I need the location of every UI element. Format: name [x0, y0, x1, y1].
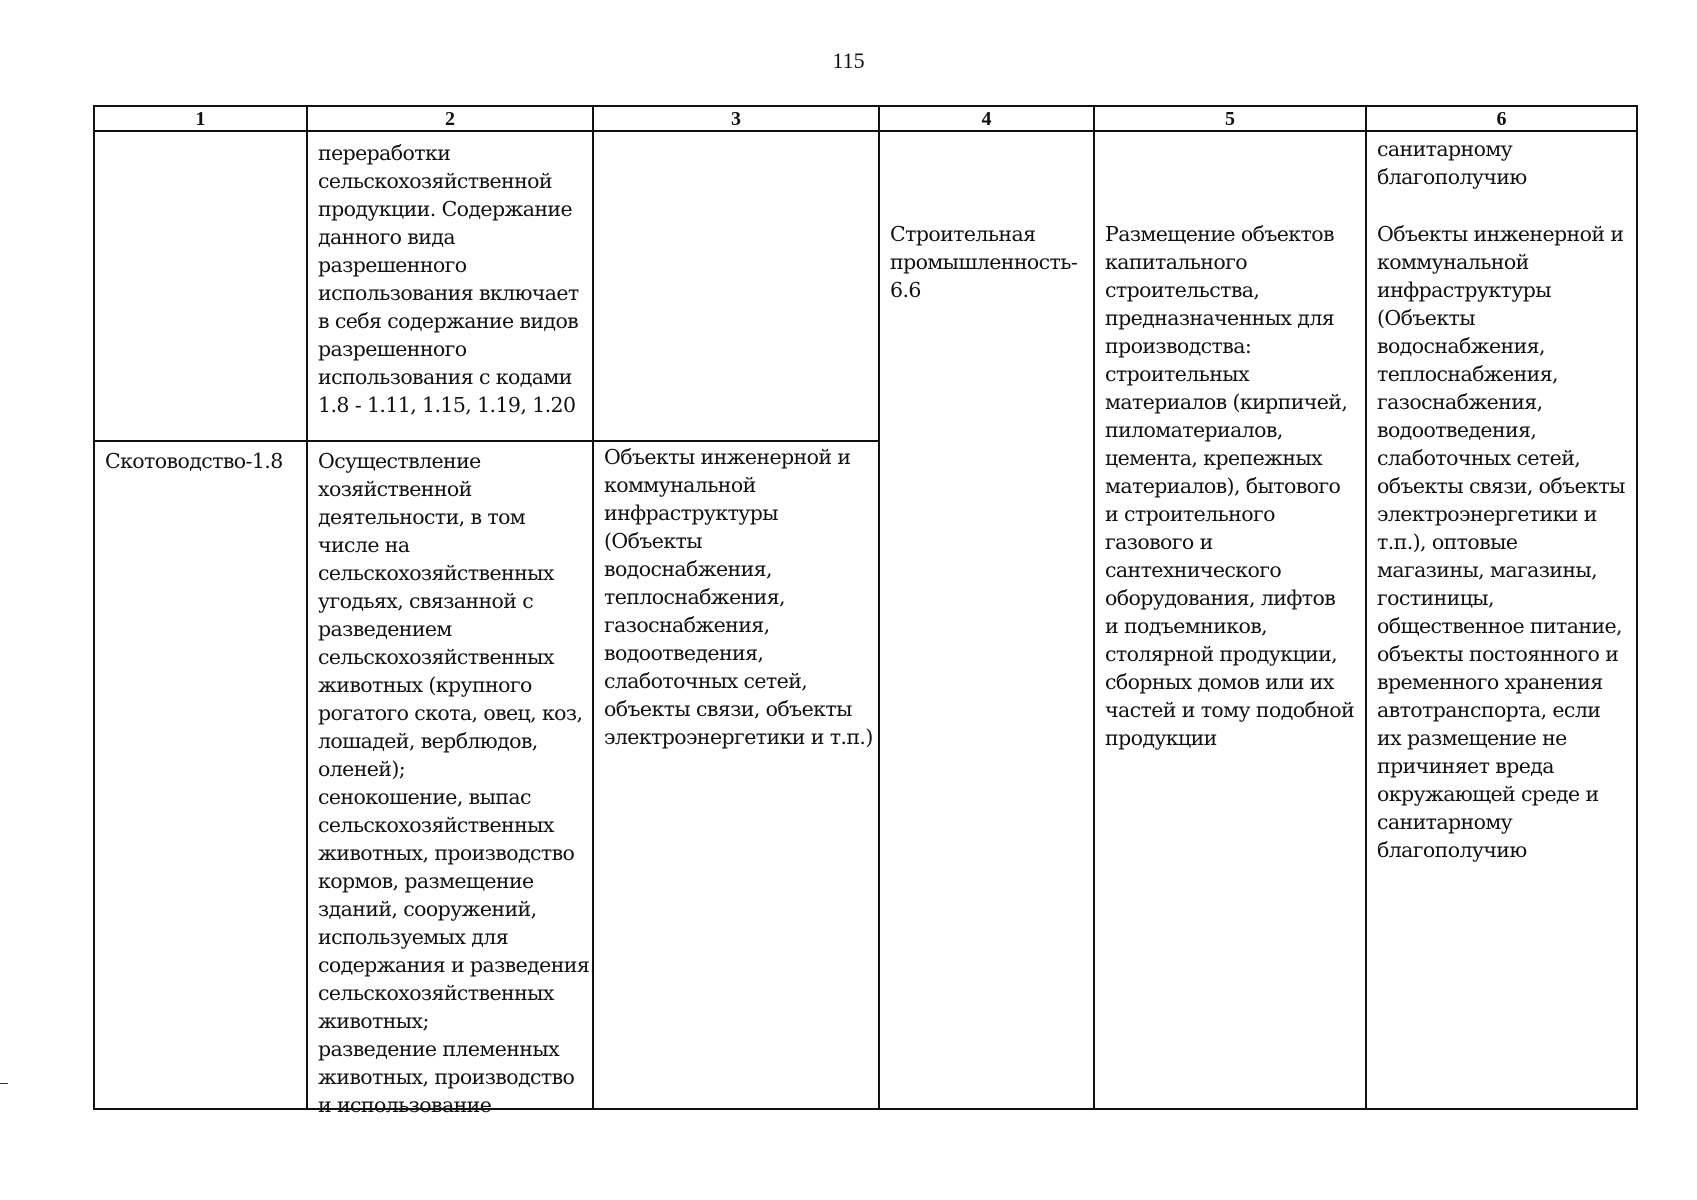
header-col-3: 3 — [594, 107, 880, 132]
row-divider — [95, 440, 880, 442]
row2-col2-description: Осуществление хозяйственной деятельности, в том числе на сельскохозяйственных угодьях, связанной с разведением сельскохозяйственных животных (крупного рогатого скота, овец, коз, лошадей, верблюдов, оленей); сенокошение, выпас сельскохозяйственных животных, производство кормов, размещение зданий, сооружений, используемых для содержания и разведения сельскохозяйственных животных; разведение племенных животных, производство и использование — [318, 449, 590, 1117]
column-divider — [1093, 132, 1095, 1108]
column-divider — [878, 132, 880, 1108]
col4-land-use-code: Строительная промышленность- 6.6 — [890, 222, 1078, 302]
header-col-2: 2 — [308, 107, 594, 132]
row2-col3-auxiliary: Объекты инженерной и коммунальной инфраструктуры (Объекты водоснабжения, теплоснабжения, газоснабжения, водоотведения, слаботочных сетей, объекты связи, объекты электроэнергетики и т.п.) — [604, 445, 873, 749]
header-col-6: 6 — [1367, 107, 1636, 132]
page-number: 115 — [832, 48, 865, 73]
column-divider — [306, 132, 308, 1108]
row1-col2-description: переработки сельскохозяйственной продукции. Содержание данного вида разрешенного использования включает в себя содержание видов разрешенного использования с кодами 1.8 - 1.11, 1.15, 1.19, 1.20 — [318, 141, 579, 417]
column-divider — [1365, 132, 1367, 1108]
col5-description: Размещение объектов капитального строительства, предназначенных для производства: строительных материалов (кирпичей, пиломатериалов, цемента, крепежных материалов), бытового и строительного газового и сантехнического оборудования, лифтов и подъемников, столярной продукции, сборных домов или их частей и тому подобной продукции — [1105, 222, 1355, 750]
col6-continued-text: санитарному благополучию — [1377, 137, 1527, 189]
regulation-table — [93, 105, 1638, 1117]
row2-col1-name: Скотоводство-1.8 — [105, 449, 283, 473]
header-col-5: 5 — [1095, 107, 1367, 132]
header-col-1: 1 — [95, 107, 308, 132]
col6-auxiliary: Объекты инженерной и коммунальной инфраструктуры (Объекты водоснабжения, теплоснабжения, газоснабжения, водоотведения, слаботочных сетей, объекты связи, объекты электроэнергетики и т.п.), оптовые магазины, магазины, гостиницы, общественное питание, объекты постоянного и временного хранения автотранспорта, если их размещение не причиняет вреда окружающей среде и санитарному благополучию — [1377, 222, 1625, 862]
margin-mark — [0, 1083, 8, 1084]
column-divider — [592, 132, 594, 1108]
header-col-4: 4 — [880, 107, 1095, 132]
